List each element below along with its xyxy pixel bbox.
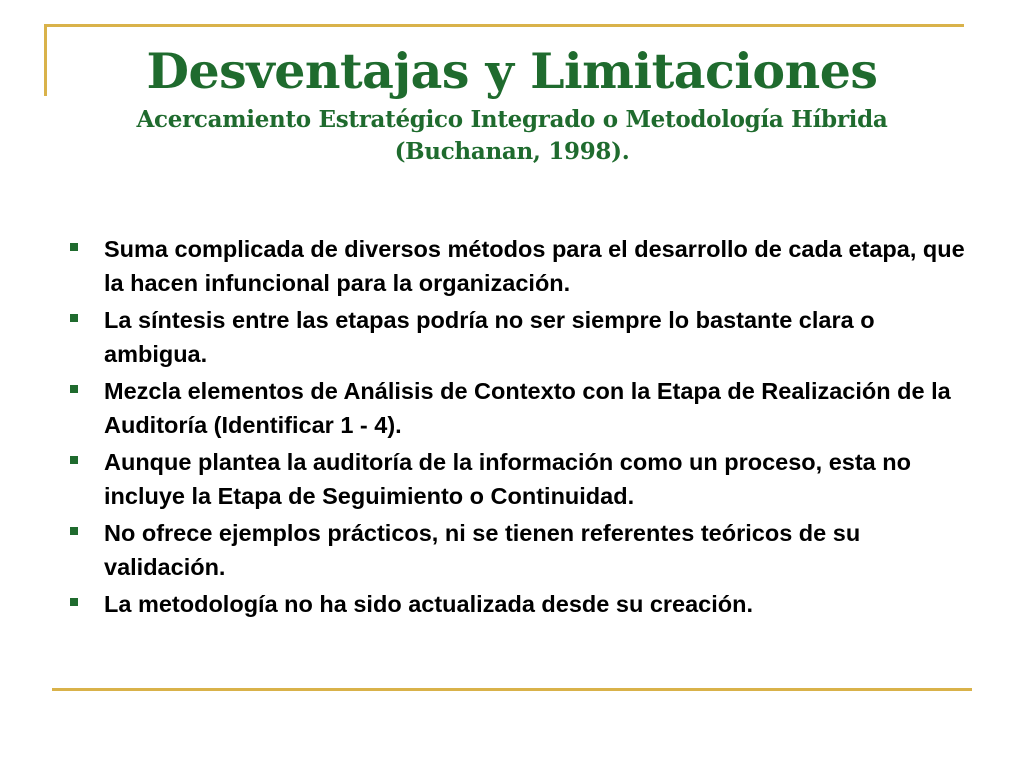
square-bullet-icon: [70, 456, 78, 464]
left-decorative-rule: [44, 24, 47, 96]
bullet-item: [64, 232, 984, 300]
square-bullet-icon: [70, 527, 78, 535]
bullet-item: [64, 587, 984, 621]
bullet-text: La metodología no ha sido actualizada desde su creación.: [104, 591, 754, 617]
bullet-item: [64, 445, 984, 513]
bullet-text: Suma complicada de diversos métodos para el desarrollo de cada etapa, que la hacen infuncional para la organización.: [104, 236, 965, 296]
square-bullet-icon: [70, 243, 78, 251]
bottom-decorative-rule: [52, 688, 972, 691]
bullet-list: [64, 232, 984, 624]
slide-subtitle: [60, 104, 964, 168]
top-decorative-rule: [44, 24, 964, 27]
bullet-text: No ofrece ejemplos prácticos, ni se tienen referentes teóricos de su validación.: [104, 520, 861, 580]
subtitle-line-2: (Buchanan, 1998).: [394, 138, 630, 165]
bullet-item: [64, 374, 984, 442]
square-bullet-icon: [70, 598, 78, 606]
bullet-text: Mezcla elementos de Análisis de Contexto con la Etapa de Realización de la Auditoría (Identificar 1 - 4).: [104, 378, 951, 438]
square-bullet-icon: [70, 314, 78, 322]
bullet-item: [64, 303, 984, 371]
subtitle-line-1: Acercamiento Estratégico Integrado o Metodología Híbrida: [136, 106, 888, 133]
title-block: [60, 40, 964, 168]
bullet-item: [64, 516, 984, 584]
bullet-text: Aunque plantea la auditoría de la información como un proceso, esta no incluye la Etapa de Seguimiento o Continuidad.: [104, 449, 911, 509]
square-bullet-icon: [70, 385, 78, 393]
bullet-text: La síntesis entre las etapas podría no ser siempre lo bastante clara o ambigua.: [104, 307, 875, 367]
slide-title: Desventajas y Limitaciones: [146, 42, 878, 100]
